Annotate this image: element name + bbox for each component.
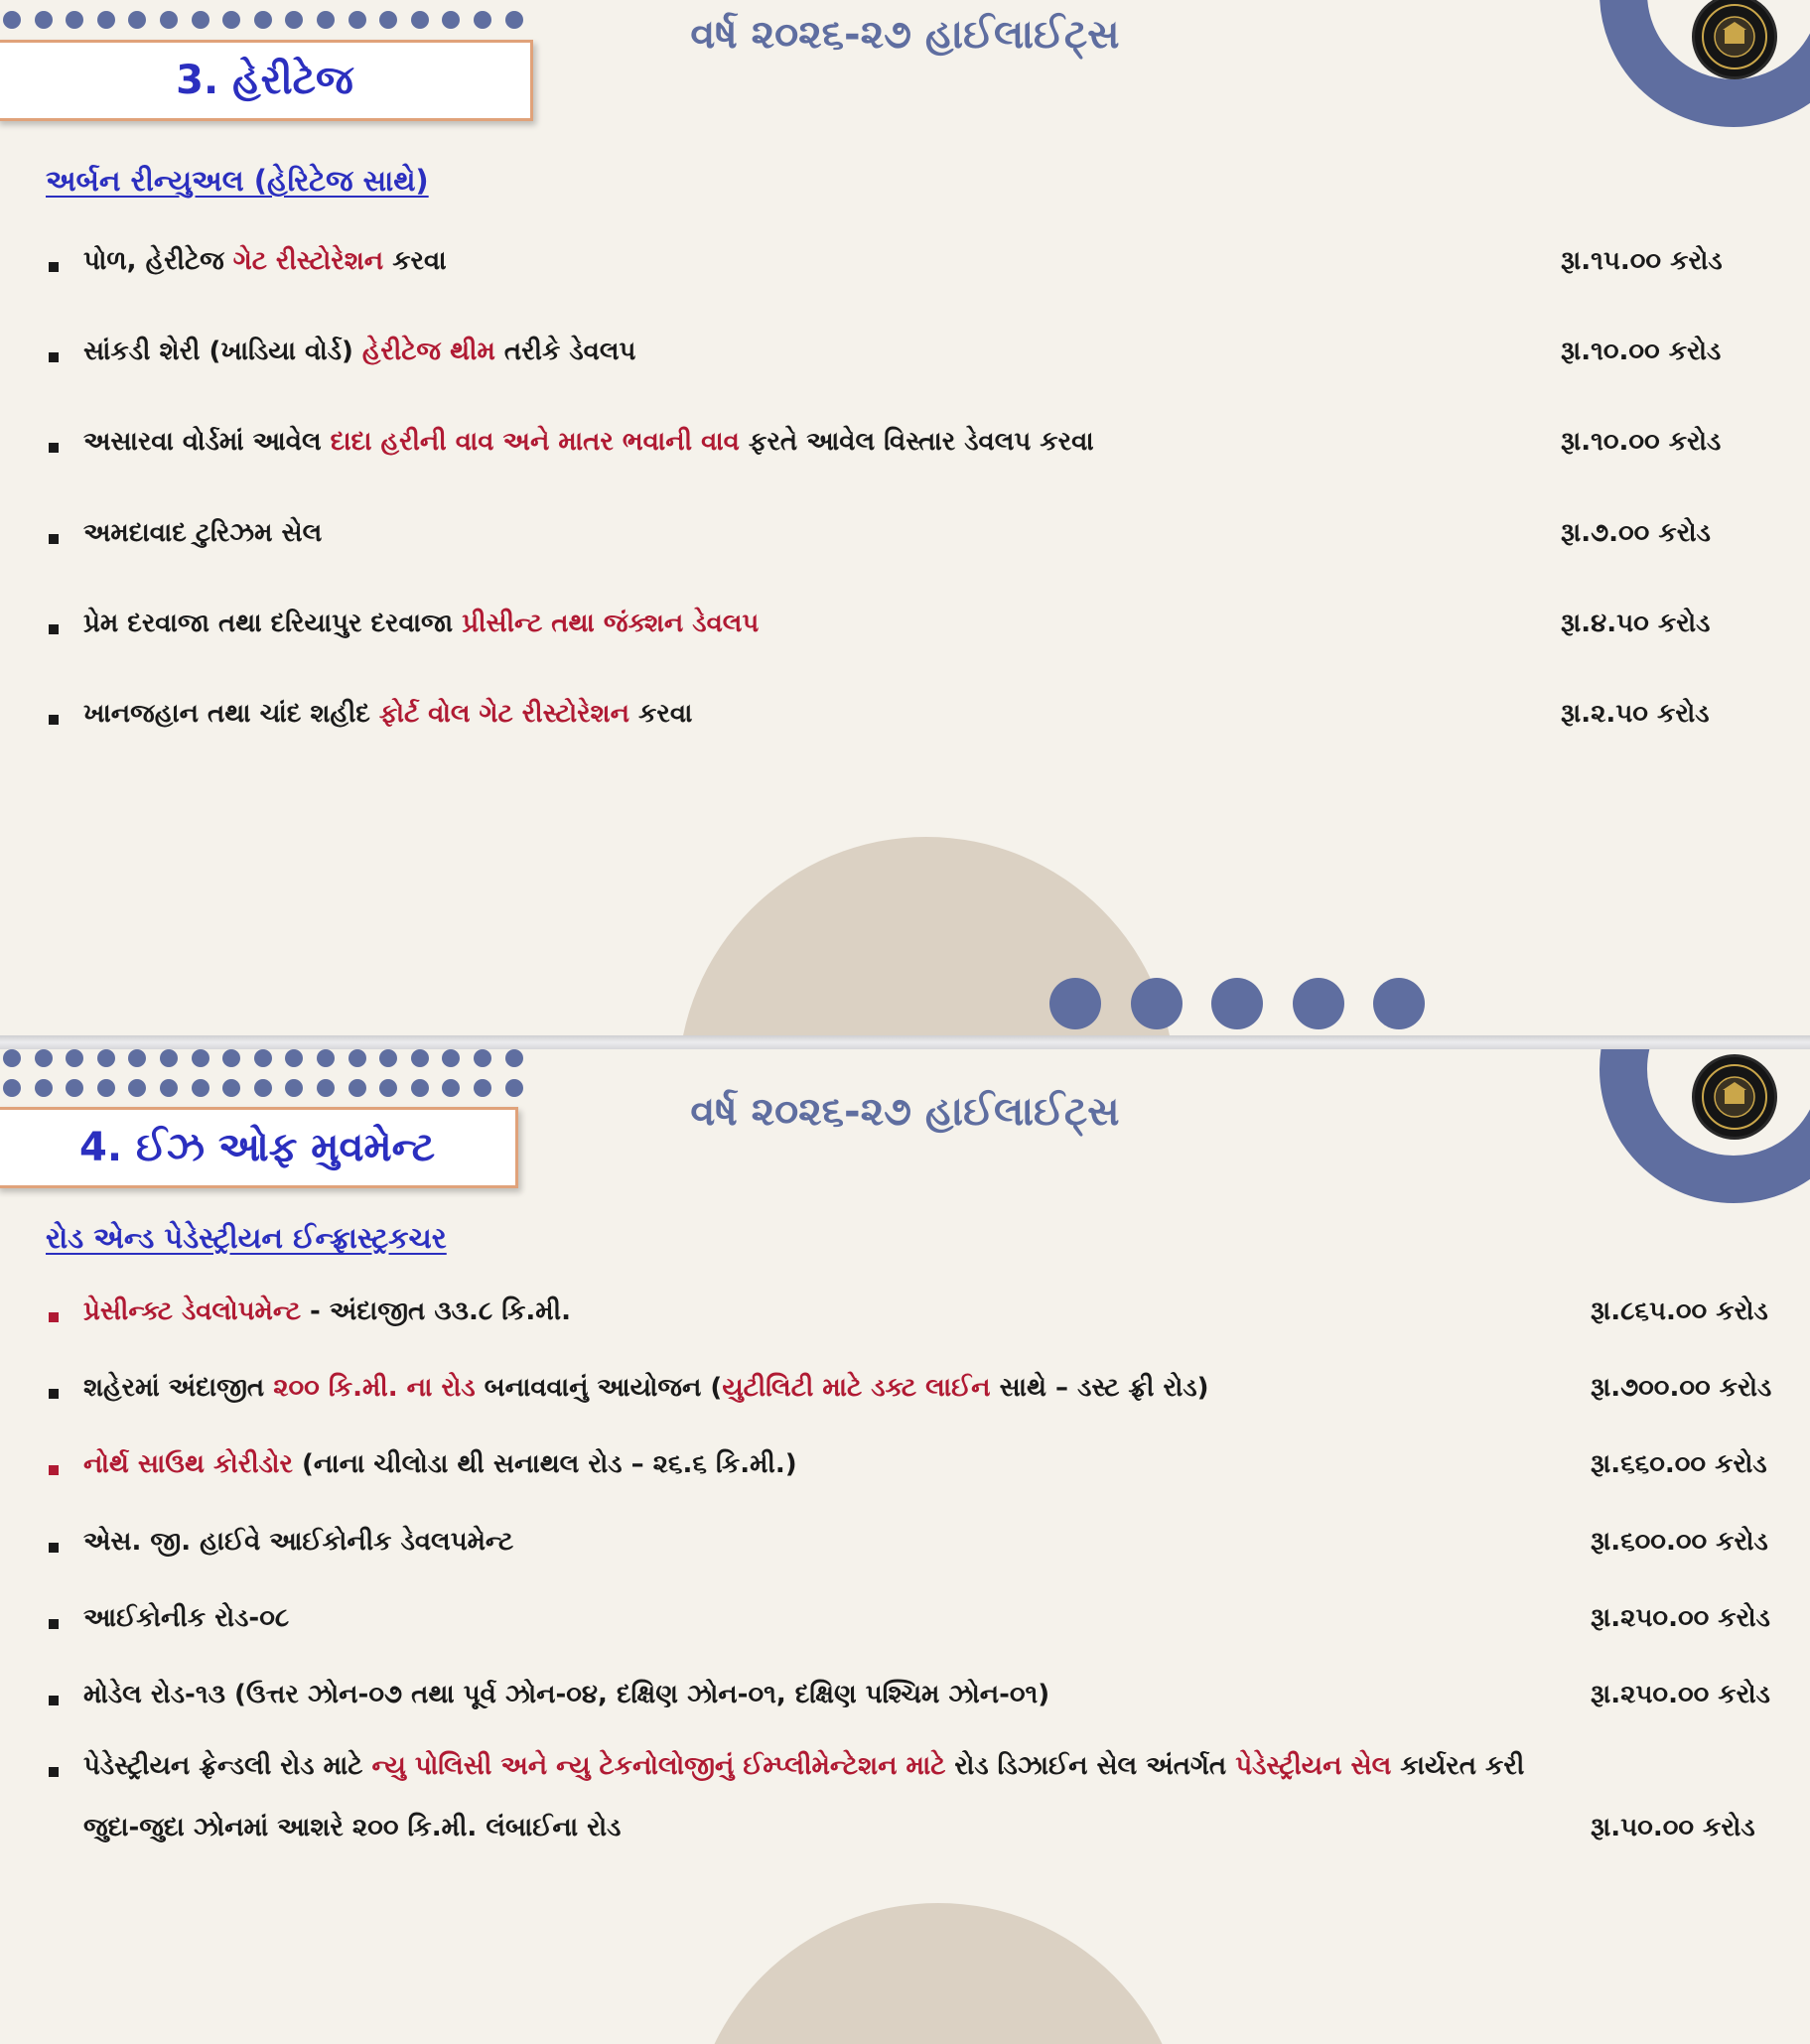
subheading: રોડ એન્ડ પેડેસ્ટ્રીયન ઈન્ફ્રાસ્ટ્રકચર xyxy=(46,1221,447,1255)
bullet xyxy=(49,624,59,634)
list-item xyxy=(0,427,1810,473)
item-amount: રૂા.૮૬૫.૦૦ કરોડ xyxy=(1591,1296,1768,1326)
pattern-dot xyxy=(442,1049,460,1067)
bullet xyxy=(49,1696,59,1705)
pattern-dot xyxy=(97,1049,115,1067)
item-text: અસારવા વોર્ડમાં આવેલ દાદા હરીની વાવ અને માતર ભવાની વાવ ફરતે આવેલ વિસ્તાર ડેવલપ કરવા xyxy=(83,427,1094,458)
list-item xyxy=(0,699,1810,745)
pattern-dot xyxy=(3,1049,21,1067)
item-amount: રૂા.૭.૦૦ કરોડ xyxy=(1561,517,1711,548)
slide-ease-of-movement xyxy=(0,1049,1810,2044)
bullet xyxy=(49,1389,59,1399)
bullet xyxy=(49,1619,59,1629)
item-amount: રૂા.૨.૫૦ કરોડ xyxy=(1561,699,1710,729)
bullet xyxy=(49,262,59,272)
section-heading: 4. ઈઝ ઓફ મુવમેન્ટ xyxy=(78,1125,435,1170)
bullet xyxy=(49,1465,59,1475)
item-text: શહેરમાં અંદાજીત ૨૦૦ કિ.મી. ના રોડ બનાવવાનું આયોજન (યુટીલિટી માટે ડક્ટ લાઈન સાથે – ડસ્ટ ફ્રી રોડ) xyxy=(83,1373,1209,1404)
bullet xyxy=(49,1543,59,1553)
pattern-dot xyxy=(192,1049,209,1067)
section-heading-box xyxy=(0,40,533,121)
bullet xyxy=(49,1767,59,1777)
item-text: પ્રેમ દરવાજા તથા દરિયાપુર દરવાજા પ્રીસીન્ટ તથા જંક્શન ડેવલપ xyxy=(83,608,760,638)
decorative-dot xyxy=(1049,978,1101,1029)
item-amount: રૂા.૧૫.૦૦ કરોડ xyxy=(1561,246,1723,276)
item-amount: રૂા.૭૦૦.૦૦ કરોડ xyxy=(1591,1373,1772,1404)
list-item xyxy=(0,518,1810,564)
pattern-dot xyxy=(411,1049,429,1067)
section-heading-box xyxy=(0,1107,518,1188)
pattern-dot xyxy=(505,1049,523,1067)
bullet xyxy=(49,715,59,725)
item-text: ખાનજહાન તથા ચાંદ શહીદ ફોર્ટ વોલ ગેટ રીસ્ટોરેશન કરવા xyxy=(83,699,693,729)
list-item xyxy=(0,1751,1810,1840)
bullet xyxy=(49,352,59,362)
bullet xyxy=(49,534,59,544)
item-amount: રૂા.૫૦.૦૦ કરોડ xyxy=(1591,1813,1755,1842)
item-text: મોડેલ રોડ-૧૩ (ઉત્તર ઝોન-૦૭ તથા પૂર્વ ઝોન-૦૪, દક્ષિણ ઝોન-૦૧, દક્ષિણ પશ્ચિમ ઝોન-૦૧) xyxy=(83,1680,1050,1709)
bullet xyxy=(49,443,59,453)
item-text: નોર્થ સાઉથ કોરીડોર (નાના ચીલોડા થી સનાથલ રોડ – ૨૬.૬ કિ.મી.) xyxy=(83,1449,797,1480)
amc-logo-icon xyxy=(1692,0,1777,79)
list-item xyxy=(0,1603,1810,1649)
pattern-dot xyxy=(254,1049,272,1067)
slide-separator xyxy=(0,1035,1810,1049)
list-item xyxy=(0,1680,1810,1725)
pattern-dot xyxy=(317,1049,335,1067)
section-heading: 3. હેરીટેજ xyxy=(176,58,353,103)
pattern-dot xyxy=(35,1049,53,1067)
item-amount: રૂા.૬૦૦.૦૦ કરોડ xyxy=(1591,1526,1768,1557)
item-text: આઈકોનીક રોડ-૦૮ xyxy=(83,1602,290,1633)
decorative-circle xyxy=(690,1903,1186,2044)
item-text: અમદાવાદ ટુરિઝમ સેલ xyxy=(83,517,323,548)
slide-title: વર્ષ ૨૦૨૬-૨૭ હાઈલાઈટ્સ xyxy=(690,1089,1120,1135)
item-amount: રૂા.૧૦.૦૦ કરોડ xyxy=(1561,337,1722,367)
item-text: એસ. જી. હાઈવે આઈકોનીક ડેવલપમેન્ટ xyxy=(83,1526,514,1557)
slide-title: વર્ષ ૨૦૨૬-૨૭ હાઈલાઈટ્સ xyxy=(690,12,1120,58)
item-amount: રૂા.૨૫૦.૦૦ કરોડ xyxy=(1591,1680,1770,1709)
pattern-dot xyxy=(66,1049,83,1067)
list-item xyxy=(0,1449,1810,1495)
decorative-dot xyxy=(1211,978,1263,1029)
list-item xyxy=(0,1296,1810,1342)
list-item xyxy=(0,246,1810,292)
item-text: સાંકડી શેરી (ખાડિયા વોર્ડ) હેરીટેજ થીમ તરીકે ડેવલપ xyxy=(83,337,636,367)
pattern-dot xyxy=(222,1049,240,1067)
item-amount: રૂા.૨૫૦.૦૦ કરોડ xyxy=(1591,1602,1770,1633)
decorative-dot xyxy=(1293,978,1344,1029)
item-amount: રૂા.૧૦.૦૦ કરોડ xyxy=(1561,427,1722,458)
list-item xyxy=(0,609,1810,654)
pattern-dot xyxy=(285,1049,303,1067)
subheading: અર્બન રીન્યુઅલ (હેરિટેજ સાથે) xyxy=(46,164,429,198)
list-item xyxy=(0,337,1810,382)
amc-logo-icon xyxy=(1692,1054,1777,1140)
bullet xyxy=(49,1312,59,1322)
pattern-dot xyxy=(379,1049,397,1067)
item-text: પ્રેસીન્ક્ટ ડેવલોપમેન્ટ - અંદાજીત ૩૩.૮ કિ.મી. xyxy=(83,1296,571,1326)
pattern-dot xyxy=(474,1049,491,1067)
item-text-line2: જુદા-જુદા ઝોનમાં આશરે ૨૦૦ કિ.મી. લંબાઈના રોડ xyxy=(83,1813,622,1842)
list-item xyxy=(0,1373,1810,1419)
pattern-dot xyxy=(348,1049,366,1067)
decorative-dot xyxy=(1373,978,1425,1029)
decorative-dot xyxy=(1131,978,1183,1029)
list-item xyxy=(0,1527,1810,1572)
pattern-dot xyxy=(160,1049,178,1067)
item-text: પોળ, હેરીટેજ ગેટ રીસ્ટોરેશન કરવા xyxy=(83,246,447,276)
item-amount: રૂા.૬૬૦.૦૦ કરોડ xyxy=(1591,1449,1767,1480)
item-text: પેડેસ્ટ્રીયન ફ્રેન્ડલી રોડ માટે ન્યુ પોલિસી અને ન્યુ ટેકનોલોજીનું ઈમ્પ્લીમેન્ટેશન માટે રોડ ડિઝાઈન સેલ અંતર્ગત પેડેસ્ટ્રીયન સેલ કાર્યરત કરી xyxy=(83,1751,1525,1781)
pattern-dot xyxy=(128,1049,146,1067)
item-amount: રૂા.૪.૫૦ કરોડ xyxy=(1561,608,1711,638)
